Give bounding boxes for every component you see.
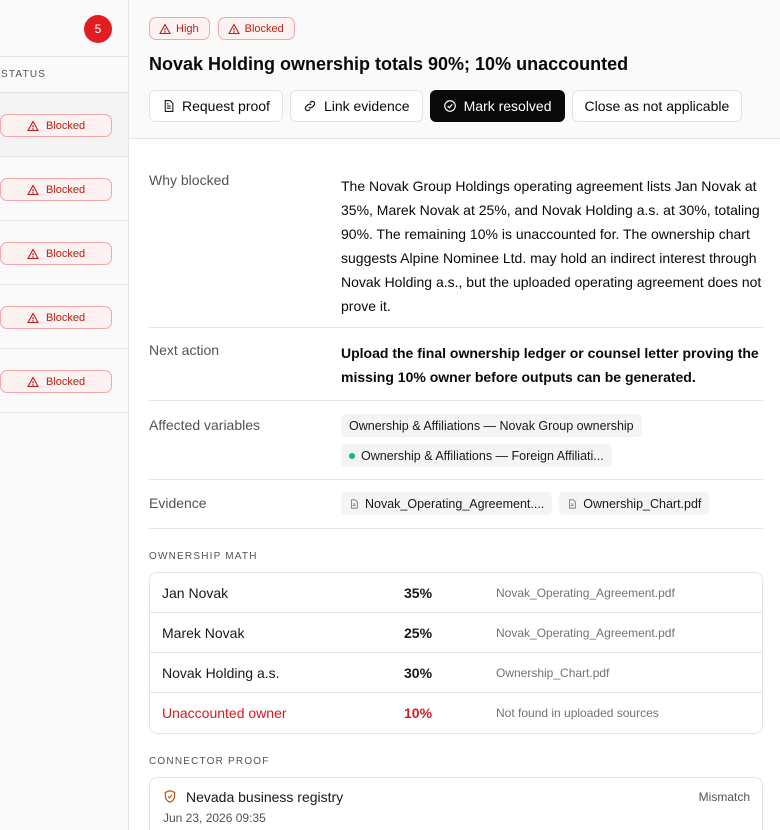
why-blocked-text: The Novak Group Holdings operating agreement lists Jan Novak at 35%, Marek Novak at 25%, and Novak Holding a.s. at 30%, totaling 90%. The remaining 10% is unaccounted for. The ownership chart suggests Alpine Nominee Ltd. may hold an indirect interest through Novak Holding a.s., but the uploaded operating agreement does not prove it. — [341, 178, 762, 314]
owner-source: Ownership_Chart.pdf — [496, 665, 610, 680]
owner-source: Novak_Operating_Agreement.pdf — [496, 625, 675, 640]
status-label: Blocked — [46, 247, 86, 260]
owner-percent: 35% — [404, 584, 433, 601]
status-dot — [349, 453, 355, 459]
state-label: Blocked — [244, 22, 284, 35]
affected-variables-label: Affected variables — [149, 417, 261, 433]
ownership-math-header: OWNERSHIP MATH — [149, 551, 258, 562]
close-not-applicable-button[interactable] — [572, 90, 743, 122]
owner-name: Novak Holding a.s. — [162, 664, 280, 681]
issue-list-panel — [0, 0, 129, 830]
status-badge — [0, 370, 112, 393]
warning-icon — [27, 248, 39, 260]
list-item[interactable] — [0, 221, 128, 285]
owner-percent: 30% — [404, 664, 433, 681]
link-icon — [303, 99, 317, 113]
variable-chip[interactable]: Ownership & Affiliations — Novak Group ownership — [341, 414, 642, 437]
owner-percent: 10% — [404, 705, 433, 721]
variable-chip[interactable] — [341, 444, 612, 467]
warning-icon — [27, 312, 39, 324]
tag-row — [149, 17, 295, 40]
status-label: Blocked — [46, 183, 86, 196]
next-action-label: Next action — [149, 342, 220, 358]
link-evidence-label: Link evidence — [323, 98, 410, 114]
list-header — [0, 0, 128, 57]
severity-badge — [149, 17, 210, 40]
evidence-file-chip[interactable] — [559, 492, 709, 515]
ownership-math-table — [149, 572, 763, 734]
connector-name: Nevada business registry — [186, 789, 344, 805]
connector-proof-card — [149, 777, 763, 830]
owner-name: Marek Novak — [162, 624, 245, 641]
evidence-row — [149, 480, 763, 529]
next-action-text: Upload the final ownership ledger or counsel letter proving the missing 10% owner before outputs can be generated. — [341, 345, 759, 385]
check-circle-icon — [443, 99, 457, 113]
list-item[interactable] — [0, 285, 128, 349]
warning-icon — [27, 376, 39, 388]
page-title: Novak Holding ownership totals 90%; 10% unaccounted — [149, 54, 629, 74]
table-row — [150, 653, 762, 693]
affected-variables-list — [341, 414, 763, 479]
file-icon — [349, 498, 359, 510]
mark-resolved-button[interactable] — [430, 90, 565, 122]
affected-variables-row — [149, 401, 763, 480]
next-action-row — [149, 328, 763, 401]
list-item[interactable] — [0, 157, 128, 221]
table-row — [150, 693, 762, 733]
warning-icon — [159, 23, 171, 35]
state-badge — [218, 17, 295, 40]
mark-resolved-label: Mark resolved — [463, 98, 552, 114]
owner-source: Novak_Operating_Agreement.pdf — [496, 585, 675, 600]
warning-icon — [27, 184, 39, 196]
evidence-file-name: Novak_Operating_Agreement.... — [365, 496, 545, 511]
shield-check-icon — [163, 789, 177, 804]
status-badge — [0, 178, 112, 201]
warning-icon — [228, 23, 240, 35]
issue-details — [149, 159, 763, 529]
status-label: Blocked — [46, 311, 86, 324]
list-item[interactable] — [0, 349, 128, 413]
close-not-applicable-label: Close as not applicable — [584, 98, 730, 114]
request-proof-label: Request proof — [182, 98, 270, 114]
table-row — [150, 613, 762, 653]
why-blocked-row — [149, 159, 763, 328]
evidence-label: Evidence — [149, 495, 207, 511]
variable-chip-label: Ownership & Affiliations — Foreign Affiliati... — [361, 448, 604, 463]
evidence-file-chip[interactable] — [341, 492, 552, 515]
table-row — [150, 573, 762, 613]
link-evidence-button[interactable] — [290, 90, 423, 122]
severity-label: High — [176, 22, 199, 35]
owner-source: Not found in uploaded sources — [496, 706, 659, 720]
connector-status: Mismatch — [698, 790, 750, 804]
issue-count-badge: 5 — [84, 15, 112, 43]
status-badge — [0, 306, 112, 329]
owner-percent: 25% — [404, 624, 433, 641]
action-toolbar — [149, 90, 742, 122]
warning-icon — [27, 120, 39, 132]
connector-timestamp: Jun 23, 2026 09:35 — [163, 811, 266, 825]
list-item[interactable] — [0, 93, 128, 157]
evidence-file-name: Ownership_Chart.pdf — [583, 496, 702, 511]
evidence-list — [341, 492, 763, 528]
owner-name: Jan Novak — [162, 584, 229, 601]
status-label: Blocked — [46, 119, 86, 132]
issue-detail-panel — [129, 0, 780, 830]
owner-name: Unaccounted owner — [162, 705, 287, 721]
request-proof-button[interactable] — [149, 90, 283, 122]
status-badge — [0, 114, 112, 137]
status-column-header: STATUS — [0, 57, 128, 93]
status-label: Blocked — [46, 375, 86, 388]
detail-header — [129, 0, 780, 139]
connector-proof-header: CONNECTOR PROOF — [149, 756, 270, 767]
status-badge — [0, 242, 112, 265]
why-blocked-label: Why blocked — [149, 172, 230, 188]
file-icon — [567, 498, 577, 510]
document-icon — [162, 99, 175, 113]
